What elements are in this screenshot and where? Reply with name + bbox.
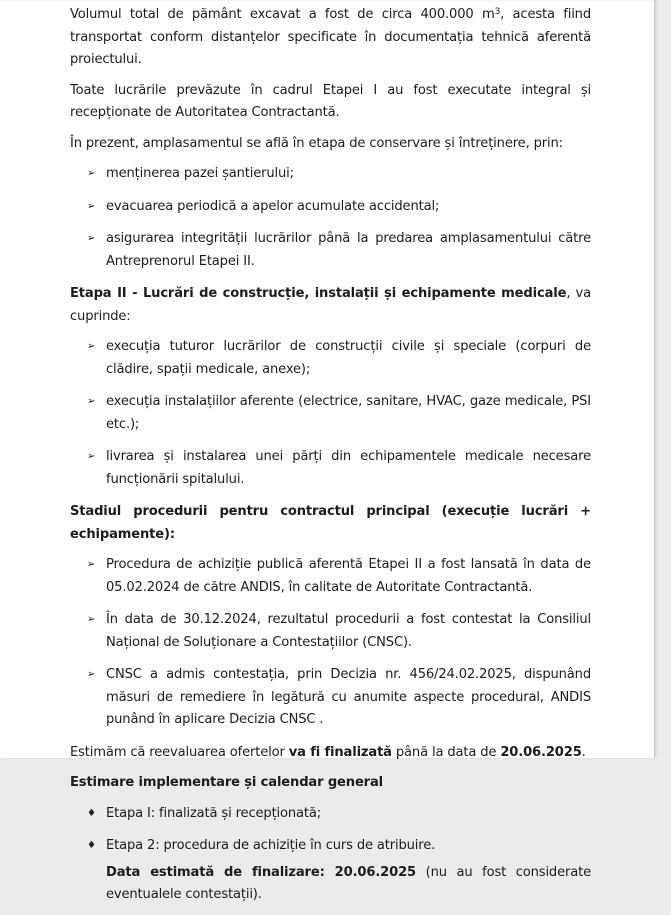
list-item-text: Procedura de achiziție publică aferentă Etapei II a fost lansată în data de 05.02.2024 de către ANDIS, în calitate de Autoritate Contractantă. (106, 557, 591, 595)
list-item (70, 336, 591, 381)
arrow-bullet-icon: ➢ (87, 451, 96, 462)
heading-etapa2-rest: , va cuprinde: (70, 286, 591, 324)
list-item-text: Etapa I: finalizată și recepționată; (106, 805, 322, 821)
paragraph-estimam (70, 742, 591, 765)
heading-estimare (70, 772, 591, 795)
arrow-bullet-icon: ➢ (87, 614, 96, 625)
estimam-text-1: Estimăm că reevaluarea ofertelor (70, 744, 289, 760)
paragraph-volume (70, 4, 591, 72)
paragraph-conservation: În prezent, amplasamentul se află în etapa de conservare și întreținere, prin: (70, 135, 563, 151)
conservation-list (70, 163, 591, 273)
paragraph-volume-text-end: , acesta fiind transportat conform distanțelor specificate în documentația tehnică aferentă proiectului. (70, 7, 591, 67)
diamond-bullet-icon: ♦ (87, 807, 96, 819)
list-item (70, 446, 591, 491)
heading-etapa2 (70, 283, 591, 328)
list-item-text: În data de 30.12.2024, rezultatul procedurii a fost contestat la Consiliul Național de Soluționare a Contestațiilor (CNSC). (106, 612, 591, 650)
estimam-bold-1: va fi finalizată (288, 744, 392, 760)
estimam-text-3: . (581, 744, 586, 760)
arrow-bullet-icon: ➢ (87, 233, 96, 244)
list-item (70, 163, 591, 186)
heading-stadiul-text: Stadiul procedurii pentru contractul principal (execuție lucrări + echipamente): (70, 504, 591, 542)
heading-estimare-text: Estimare implementare și calendar general (70, 775, 384, 790)
page-top-shadow (0, 0, 654, 2)
estimated-completion-note (70, 862, 591, 907)
estimam-text-2: până la data de (391, 744, 501, 760)
paragraph-volume-text: Volumul total de pământ excavat a fost de circa 400.000 m (70, 7, 495, 22)
list-item (70, 391, 591, 436)
list-item-text: evacuarea periodică a apelor acumulate accidental; (106, 198, 440, 214)
arrow-bullet-icon: ➢ (87, 396, 96, 407)
arrow-bullet-icon: ➢ (87, 341, 96, 352)
list-item (70, 803, 591, 826)
list-item (70, 609, 591, 654)
arrow-bullet-icon: ➢ (87, 200, 96, 212)
list-item-text: execuția tuturor lucrărilor de construcții civile și speciale (corpuri de clădire, spații medicale, anexe); (106, 339, 591, 377)
list-item (70, 554, 591, 599)
paragraph-etapa1-done: Toate lucrările prevăzute în cadrul Etapei I au fost executate integral și recepționate de Autoritatea Contractantă. (70, 82, 591, 120)
diamond-bullet-icon: ♦ (87, 840, 96, 851)
heading-stadiul (70, 501, 591, 546)
note-bold: Data estimată de finalizare: 20.06.2025 (106, 864, 417, 880)
arrow-bullet-icon: ➢ (87, 168, 96, 179)
heading-etapa2-bold: Etapa II - Lucrări de construcție, instalații și echipamente medicale (70, 286, 567, 301)
note-rest: (nu au fost considerate eventualele contestații). (106, 864, 591, 902)
superscript-3: 3 (494, 7, 501, 17)
list-item-text: execuția instalațiilor aferente (electrice, sanitare, HVAC, gaze medicale, PSI etc.); (106, 394, 591, 432)
arrow-bullet-icon: ➢ (87, 669, 96, 680)
list-item (70, 664, 591, 732)
page-content (70, 4, 591, 915)
list-item-text: CNSC a admis contestația, prin Decizia nr. 456/24.02.2025, dispunând măsuri de remediere în legătură cu anumite aspecte procedural, ANDIS punând în aplicare Decizia CNSC . (106, 667, 591, 727)
list-item (70, 196, 591, 219)
estimam-date: 20.06.2025 (500, 744, 582, 760)
list-item-text: livrarea și instalarea unei părți din echipamentele medicale necesare funcționării spitalului. (106, 449, 591, 487)
list-item-text: menținerea pazei șantierului; (106, 166, 294, 181)
etapa2-list (70, 336, 591, 491)
list-item-text: Etapa 2: procedura de achiziție în curs de atribuire. (106, 838, 436, 853)
arrow-bullet-icon: ➢ (87, 559, 96, 570)
list-item-text: asigurarea integrității lucrărilor până la predarea amplasamentului către Antreprenorul Etapei II. (106, 231, 591, 269)
list-item (70, 835, 591, 858)
stadiul-list (70, 554, 591, 732)
calendar-list (70, 803, 591, 858)
list-item (70, 228, 591, 273)
